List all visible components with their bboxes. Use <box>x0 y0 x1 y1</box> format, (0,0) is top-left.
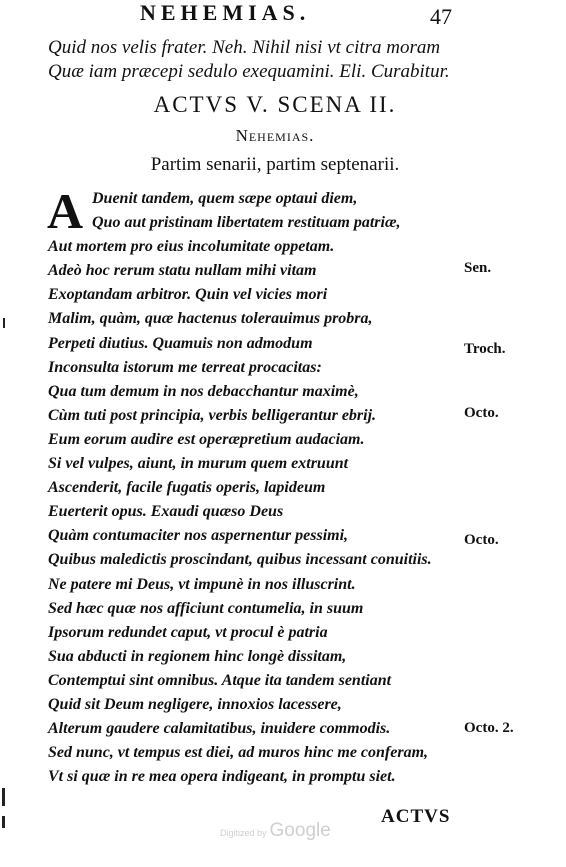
page-number: 47 <box>430 4 452 29</box>
verse-line: Cùm tuti post principia, verbis belligerantur ebrij. <box>48 406 377 424</box>
verse-line: Aut mortem pro eius incolumitate oppetam. <box>48 238 335 256</box>
verse-line: Sed hæc quæ nos afficiunt contumelia, in suum <box>48 599 364 617</box>
margin-note-octonarius: Octo. <box>464 405 499 421</box>
dialogue-line: Quid nos velis frater. Neh. Nihil nisi vt citra moram <box>48 37 441 58</box>
verse-line: Sua abducti in regionem hinc longè dissitam, <box>48 647 347 665</box>
verse-line: Quo aut pristinam libertatem restituam patriæ, <box>92 214 401 232</box>
edge-mark <box>2 816 5 828</box>
margin-note-octonarius-2: Octo. 2. <box>464 720 514 736</box>
edge-mark <box>2 788 5 806</box>
verse-line: Ne patere mi Deus, vt impunè in nos illuscrint. <box>48 575 356 593</box>
digitization-watermark <box>220 820 331 842</box>
catchword: ACTVS <box>381 806 451 827</box>
verse-line: Quid sit Deum negligere, innoxios lacessere, <box>48 695 342 713</box>
verse-line: Sed nunc, vt tempus est diei, ad muros hinc me conferam, <box>48 744 429 762</box>
speaker-name: Nehemias. <box>235 126 315 145</box>
edge-mark <box>3 318 5 328</box>
verse-block <box>47 183 468 789</box>
verse-line: Qua tum demum in nos debacchantur maximè, <box>48 382 359 400</box>
verse-line: Quàm contumaciter nos aspernentur pessimi, <box>48 527 349 545</box>
watermark-prefix: Digitized by <box>220 828 267 838</box>
drop-capital: A <box>47 183 84 239</box>
top-dialogue <box>48 36 468 84</box>
verse-line: Exoptandam arbitror. Quin vel vicies mori <box>48 286 328 304</box>
margin-note-senarius: Sen. <box>464 260 492 276</box>
verse-line: Ipsorum redundet caput, vt procul è patria <box>48 623 328 641</box>
verse-line: Ascenderit, facile fugatis operis, lapideum <box>48 479 326 497</box>
verse-line: Eum eorum audire est operæpretium audaciam. <box>48 430 365 448</box>
verse-line: Si vel vulpes, aiunt, in murum quem extruunt <box>48 455 349 473</box>
dialogue-line: Quæ iam præcepi sedulo exequamini. Eli. Curabitur. <box>48 61 450 82</box>
verse-line: Vt si quæ in re mea opera indigeant, in promptu siet. <box>48 768 396 786</box>
margin-note-trochaic: Troch. <box>464 341 506 357</box>
act-title: ACTVS V. SCENA II. <box>153 92 397 117</box>
verse-line: Inconsulta istorum me terreat procacitas: <box>48 358 322 376</box>
verse-line: Malim, quàm, quæ hactenus tolerauimus probra, <box>48 310 373 328</box>
verse-line: Contemptui sint omnibus. Atque ita tandem sentiant <box>48 671 392 689</box>
verse-line: Duenit tandem, quem sæpe optaui diem, <box>92 190 358 207</box>
verse-line: Quibus maledictis proscindant, quibus incessant conuitiis. <box>48 551 432 569</box>
watermark-brand: Google <box>269 820 331 841</box>
verse-line: Perpeti diutius. Quamuis non admodum <box>48 334 313 352</box>
running-head: NEHEMIAS. <box>140 0 311 25</box>
verse-line: Adeò hoc rerum statu nullam mihi vitam <box>48 262 317 280</box>
meter-heading: Partim senarii, partim septenarii. <box>150 154 400 175</box>
verse-line: Alterum gaudere calamitatibus, inuidere commodis. <box>48 720 391 738</box>
verse-line: Euerterit opus. Exaudi quæso Deus <box>48 503 284 521</box>
margin-note-octonarius: Octo. <box>464 532 499 548</box>
